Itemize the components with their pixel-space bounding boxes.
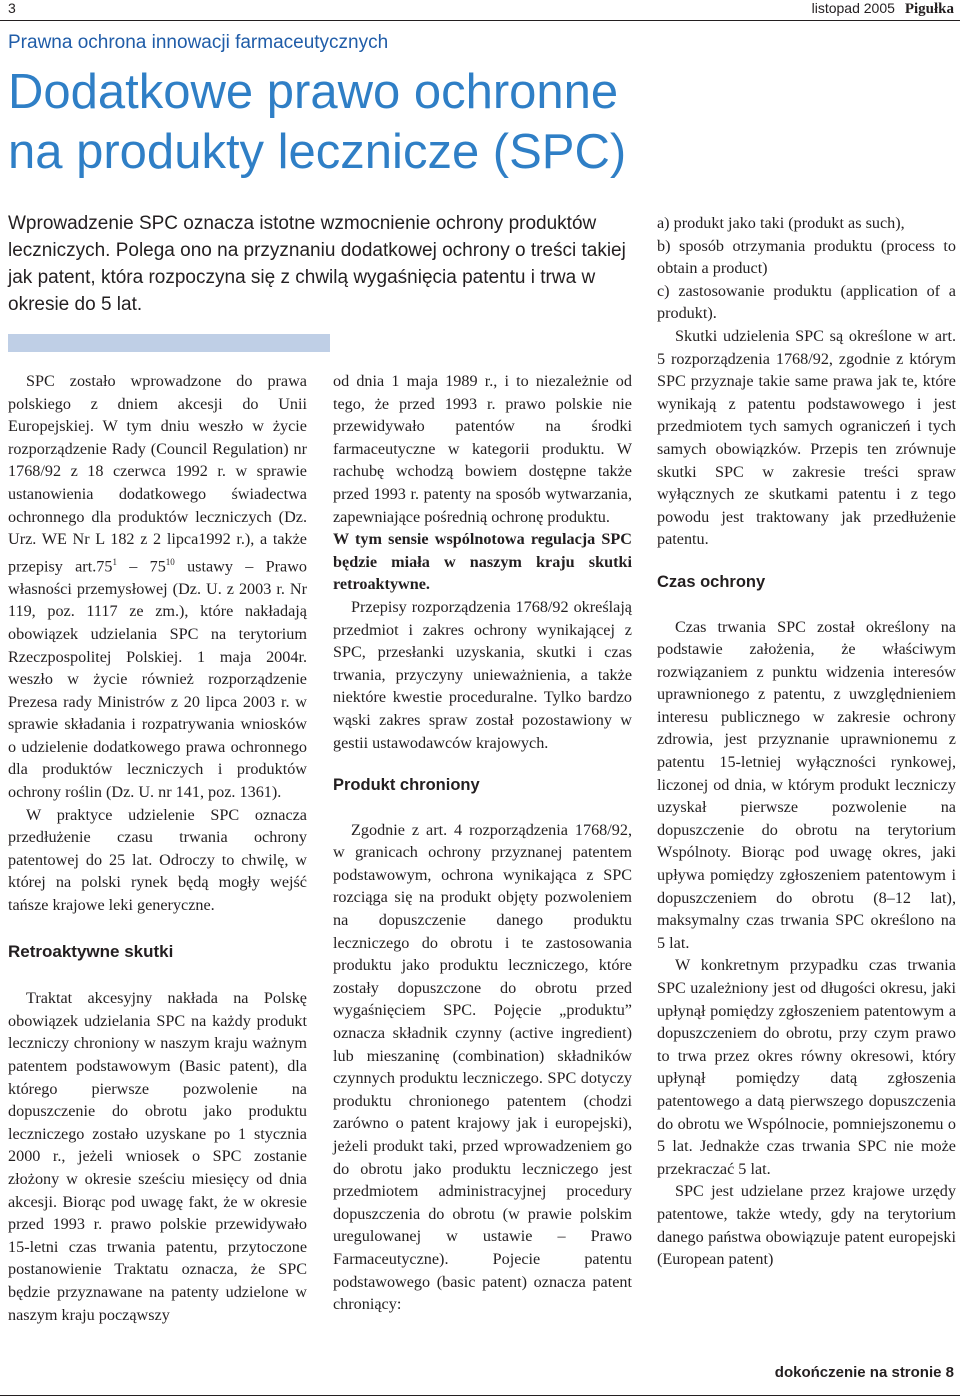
decorative-bar <box>8 334 330 352</box>
list-item: a) produkt jako taki (produkt as such), <box>657 214 905 232</box>
paragraph: Skutki udzielenia SPC są określone w art. 5 rozporządzenia 1768/92, zgodnie z którym SPC przyznaje takie same prawa jak te, które wynikają z patentu podstawowego i jest przedmiotem tych samych ograniczeń i tych samych obowiązków. Przepis ten zrównuje skutki SPC w zakresie treści spraw wyłącznych ze skutkami patentu i z tego powodu jest traktowany jak przedłużenie patentu. <box>657 326 956 549</box>
article-lead: Wprowadzenie SPC oznacza istotne wzmocnienie ochrony produktów leczniczych. Polega ono na przyznaniu dodatkowej ochrony o treści takiej jak patent, która rozpoczyna się z chwilą wygaśnięcia patentu i trwa w okresie do 5 lat. <box>8 213 626 315</box>
article-title <box>8 62 948 182</box>
paragraph: W praktyce udzielenie SPC oznacza przedłużenie czasu trwania ochrony patentowej do 25 lat. Odroczy to chwilę, w której na polski rynek będą mogły wejść tańsze krajowe leki generyczne. <box>8 805 307 915</box>
paragraph: SPC zostało wprowadzone do prawa polskiego z dniem akcesji do Unii Europejskiej. W tym dniu weszło w życie rozporządzenie Rady (Council Regulation) nr 1768/92 z 18 czerwca 1992 r. w sprawie ustanowienia dodatkowego świadectwa ochronnego dla produktów leczniczych (Dz. Urz. WE Nr L 182 z 2 lipca1992 r.), a także przepisy $art.75^1 - 75^{10}$ ustawy – Prawo własności przemysłowej (Dz. U. z 2003 r. Nr 119, poz. 1117 ze zm.), które nakładają obowiązek udzielania SPC na terytorium Rzeczpospolitej Polskiej. 1 maja 2004r. weszło w życie również rozporządzenie Prezesa rady Ministrów z 20 lipca 2003 r. w sprawie składania i rozpatrywania wniosków o udzielenie dodatkowego prawa ochronnego dla produktów leczniczych i produktów ochrony roślin (Dz. U. nr 141, poz. 1361). <box>8 372 307 802</box>
footer-rule <box>0 1395 960 1396</box>
paragraph-bold: W tym sensie wspólnotowa regulacja SPC będzie miała w naszym kraju skutki retroaktywne. <box>333 530 632 594</box>
paragraph: Traktat akcesyjny nakłada na Polskę obowiązek udzielania SPC na każdy produkt leczniczy chroniony w naszym kraju ważnym patentem podstawowym (Basic patent), dla którego pierwsze pozwolenie na dopuszczenie do obrotu jako produktu leczniczego zostało uzyskane po 1 stycznia 2000 r., jeżeli wniosek o SPC zostanie złożony w okresie sześciu miesięcy od dnia akcesji. Biorąc pod uwagę fakt, że w okresie przed 1993 r. prawo polskie przewidywało 15-letni czas trwania patentu, przytoczone postanowienie Traktatu oznacza, że SPC będzie przyznawane na patenty udzielone w naszym kraju począwszy <box>8 989 307 1324</box>
column-1 <box>8 370 307 1326</box>
paragraph: SPC jest udzielane przez krajowe urzędy patentowe, także wtedy, gdy na terytorium danego państwa obowiązuje patent europejski (European patent) <box>657 1182 956 1269</box>
title-line-2: na produkty lecznicze (SPC) <box>8 125 627 179</box>
header-rule <box>0 20 960 21</box>
paragraph: od dnia 1 maja 1989 r., i to niezależnie od tego, że przed 1993 r. prawo polskie nie przewidywało patentów na środki farmaceutyczne w kategorii produktu. W rachubę wchodzą bowiem dostępne także przed 1993 r. patenty na sposób wytwarzania, zapewniające pośrednią ochronę produktu. <box>333 372 632 526</box>
section-heading-product: Produkt chroniony <box>333 776 480 795</box>
column-2 <box>333 370 632 1316</box>
continued-note: dokończenie na stronie 8 <box>774 1364 954 1381</box>
paragraph: W konkretnym przypadku czas trwania SPC uzależniony jest od długości okresu, jaki upłynął pomiędzy zgłoszeniem patentowym a dopuszczeniem do obrotu, przy czym prawo to trwa przez okres równy okresowi, który upłynął pomiędzy datą zgłoszenia patentowego a datą pierwszego dopuszczenia do obrotu we Wspólnocie, pomniejszonemu o 5 lat. Jednakże czas trwania SPC nie może przekraczać 5 lat. <box>657 956 956 1178</box>
title-line-1: Dodatkowe prawo ochronne <box>8 65 619 119</box>
article-kicker: Prawna ochrona innowacji farmaceutycznych <box>8 32 389 53</box>
list-item: c) zastosowanie produktu (application of a produkt). <box>657 281 956 323</box>
paragraph: Czas trwania SPC został określony na podstawie założenia, że właściwym rozwiązaniem z punktu widzenia interesów uprawnionego z patentu, z uwzględnieniem interesu publicznego w zakresie ochrony zdrowia, jest przyznanie uprawnionemu z patentu 15-letniej wyłączności rynkowej, liczonej od dnia, w którym produkt leczniczy uzyskał pierwsze pozwolenie na dopuszczenie do obrotu na terytorium Wspólnoty. Biorąc pod uwagę okres, jaki upływa pomiędzy zgłoszeniem patentowym i dopuszczeniem do obrotu (8–12 lat), maksymalny czas trwania SPC określono na 5 lat. <box>657 617 956 952</box>
page-number: 3 <box>8 0 16 16</box>
paragraph: Przepisy rozporządzenia 1768/92 określają przedmiot i zakres ochrony wynikającej z SPC, przesłanki uzyskania, skutki i czas trwania, przyczyny unieważnienia, a także niektóre kwestie proceduralne. Tylko bardzo wąski zakres spraw został pozostawiony w gestii ustawodawców krajowych. <box>333 597 632 752</box>
page-header <box>0 0 960 20</box>
column-3 <box>657 212 956 1271</box>
header-meta <box>812 0 954 18</box>
section-heading-retro: Retroaktywne skutki <box>8 941 174 961</box>
list-item: b) sposób otrzymania produktu (process to obtain a product) <box>657 236 956 278</box>
section-heading-time: Czas ochrony <box>657 572 766 591</box>
publication-name: Pigułka <box>904 1 954 17</box>
paragraph: Zgodnie z art. 4 rozporządzenia 1768/92, w granicach ochrony przyznanej patentem podstawowym, ochrona wynikająca z SPC rozciąga się na produkt objęty pozwoleniem na dopuszczenie danego produktu leczniczego do obrotu i te zastosowania produktu jako produktu leczniczego, które zostały dopuszczone do obrotu przed wygaśnięciem SPC. Pojęcie „produktu” oznacza składnik czynny (active ingredient) lub mieszaninę (combination) składników czynnych produktu leczniczego. SPC dotyczy produktu chronionego patentem (chodzi zarówno o patent krajowy jak i europejski), jeżeli produkt taki, przed wprowadzeniem go do obrotu jako produktu leczniczego jest przedmiotem administracyjnej procedury dopuszczenia do obrotu (w prawie polskim uregulowanej w ustawie – Prawo Farmaceutyczne). Pojecie patentu podstawowego (basic patent) oznacza patent chroniący: <box>333 820 632 1314</box>
issue-date: listopad 2005 <box>811 0 895 16</box>
